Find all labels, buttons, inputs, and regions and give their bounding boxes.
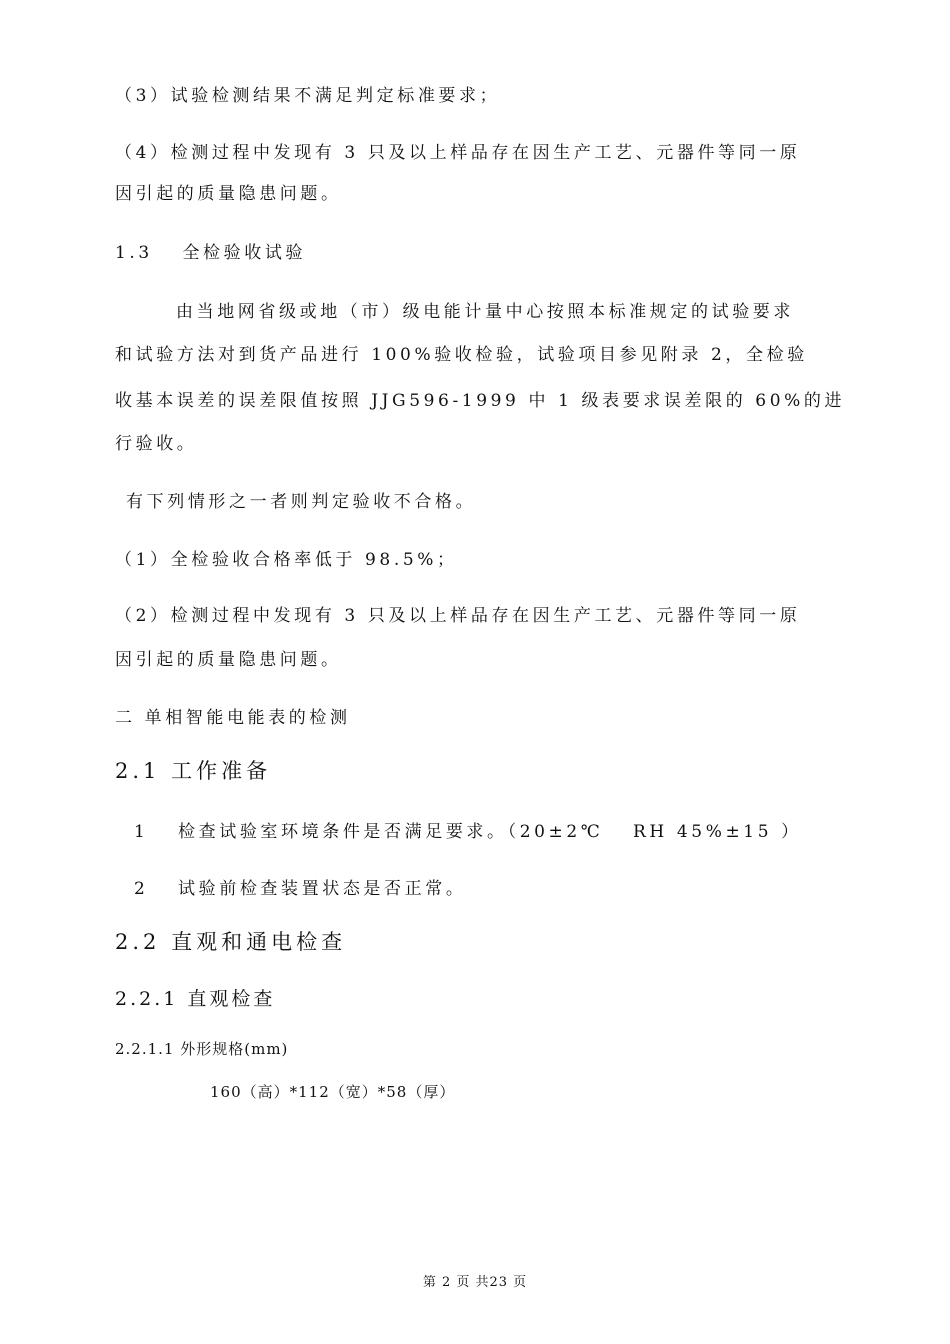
section-2-1-heading: 2.1 工作准备 (115, 759, 272, 783)
prep-step-2: 2 试验前检查装置状态是否正常。 (134, 879, 467, 899)
item-4-text-cont: 因引起的质量隐患问题。 (115, 184, 342, 204)
dimensions-text: 160（高）*112（宽）*58（厚） (210, 1083, 456, 1101)
fail-condition-intro: 有下列情形之一者则判定验收不合格。 (126, 492, 477, 512)
section-2-2-1-1-heading: 2.2.1.1 外形规格(mm) (115, 1040, 289, 1058)
item-3-text: （3）试验检测结果不满足判定标准要求； (115, 86, 501, 106)
item-4-text: （4）检测过程中发现有 3 只及以上样品存在因生产工艺、元器件等同一原 (115, 143, 801, 163)
prep-step-1: 1 检查试验室环境条件是否满足要求。（20±2℃ RH 45%±15 ） (134, 822, 802, 842)
fail-item-1: （1）全检验收合格率低于 98.5%； (115, 550, 458, 570)
section-2-2-heading: 2.2 直观和通电检查 (115, 930, 347, 954)
fail-item-2: （2）检测过程中发现有 3 只及以上样品存在因生产工艺、元器件等同一原 (115, 606, 801, 626)
chapter-2-heading: 二 单相智能电能表的检测 (115, 708, 351, 728)
paragraph-line-2: 和试验方法对到货产品进行 100%验收检验，试验项目参见附录 2，全检验 (115, 345, 808, 365)
section-1-3-heading: 1.3 全检验收试验 (115, 243, 307, 263)
page-footer: 第 2 页 共23 页 (422, 1275, 528, 1290)
section-2-2-1-heading: 2.2.1 直观检查 (115, 988, 276, 1010)
paragraph-line-4: 行验收。 (115, 434, 198, 454)
fail-item-2-cont: 因引起的质量隐患问题。 (115, 650, 342, 670)
paragraph-line-3: 收基本误差的误差限值按照 JJG596-1999 中 1 级表要求误差限的 60%的进 (115, 391, 846, 411)
paragraph-line-1: 由当地网省级或地（市）级电能计量中心按照本标准规定的试验要求 (176, 302, 794, 322)
